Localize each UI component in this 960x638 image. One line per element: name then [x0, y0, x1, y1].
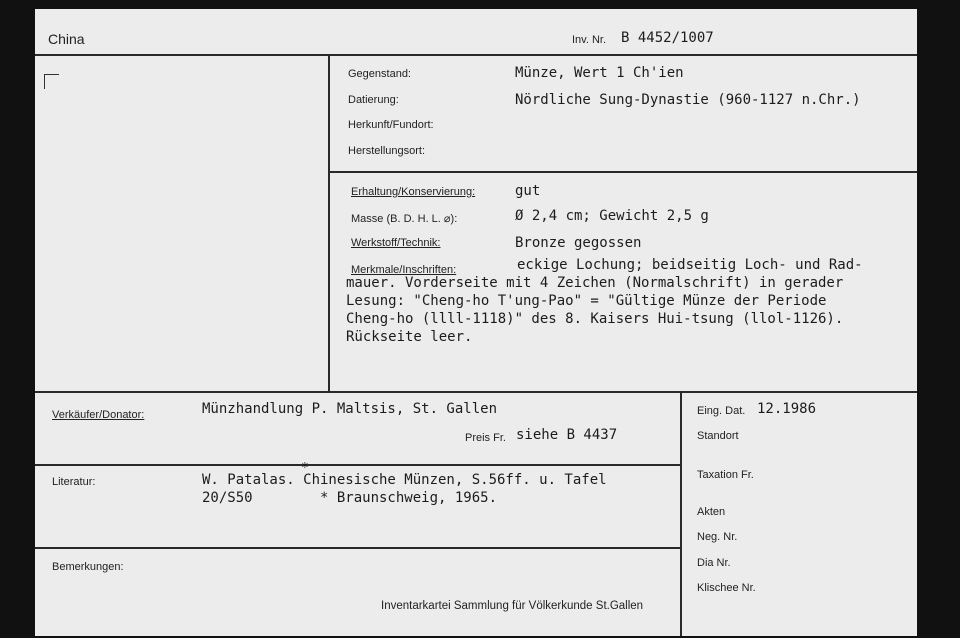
- standort-label: Standort: [697, 430, 739, 442]
- rule-object-bottom: [328, 171, 917, 173]
- herstellungsort-label: Herstellungsort:: [348, 145, 426, 157]
- preis-label: Preis Fr.: [465, 432, 506, 444]
- merkmale-line-3: Lesung: "Cheng-ho T'ung-Pao" = "Gültige Münze der Periode: [346, 293, 827, 309]
- klischee-nr-label: Klischee Nr.: [697, 582, 756, 594]
- preis-value: siehe B 4437: [516, 427, 618, 443]
- herkunft-label: Herkunft/Fundort:: [348, 119, 434, 131]
- bemerkungen-label: Bemerkungen:: [52, 561, 124, 573]
- gegenstand-label: Gegenstand:: [348, 68, 411, 80]
- rule-vertical-right: [680, 391, 682, 636]
- literatur-line-1: W. Patalas. Chinesische Münzen, S.56ff. u. Tafel: [202, 472, 607, 488]
- merkmale-line-5: Rückseite leer.: [346, 329, 473, 345]
- inventory-card: [35, 9, 917, 636]
- rule-lit-bottom: [35, 547, 680, 549]
- verkaeufer-label: Verkäufer/Donator:: [52, 409, 145, 421]
- akten-label: Akten: [697, 506, 726, 518]
- inv-nr-value: B 4452/1007: [621, 30, 714, 46]
- merkmale-label: Merkmale/Inschriften:: [351, 264, 457, 276]
- rule-header: [35, 54, 917, 56]
- verkaeufer-value: Münzhandlung P. Maltsis, St. Gallen: [202, 401, 498, 417]
- datierung-label: Datierung:: [348, 94, 399, 106]
- merkmale-line-4: Cheng-ho (llll-1118)" des 8. Kaisers Hui-tsung (llol-1126).: [346, 311, 844, 327]
- rule-vertical-left: [328, 54, 330, 392]
- card-footer: Inventarkartei Sammlung für Völkerkunde St.Gallen: [381, 600, 644, 612]
- eing-dat-value: 12.1986: [757, 401, 817, 417]
- masse-label: Masse (B. D. H. L. ⌀):: [351, 213, 458, 225]
- datierung-value: Nördliche Sung-Dynastie (960-1127 n.Chr.): [515, 92, 861, 108]
- neg-nr-label: Neg. Nr.: [697, 531, 738, 543]
- merkmale-line-1: eckige Lochung; beidseitig Loch- und Rad-: [517, 257, 863, 273]
- gegenstand-value: Münze, Wert 1 Ch'ien: [515, 65, 684, 81]
- rule-acq-bottom: [35, 464, 680, 466]
- merkmale-line-2: mauer. Vorderseite mit 4 Zeichen (Normalschrift) in gerader: [346, 275, 844, 291]
- werkstoff-value: Bronze gegossen: [515, 235, 642, 251]
- taxation-label: Taxation Fr.: [697, 469, 754, 481]
- dia-nr-label: Dia Nr.: [697, 557, 731, 569]
- region-label: China: [48, 31, 85, 47]
- literatur-line-2: 20/S50 * Braunschweig, 1965.: [202, 490, 498, 506]
- masse-value: Ø 2,4 cm; Gewicht 2,5 g: [515, 208, 709, 224]
- werkstoff-label: Werkstoff/Technik:: [351, 237, 441, 249]
- corner-mark: [44, 74, 59, 89]
- erhaltung-label: Erhaltung/Konservierung:: [351, 186, 476, 198]
- rule-main-bottom: [35, 391, 917, 393]
- eing-dat-label: Eing. Dat.: [697, 405, 746, 417]
- literatur-label: Literatur:: [52, 476, 96, 488]
- erhaltung-value: gut: [515, 183, 541, 199]
- footnote-star: *: [301, 461, 309, 476]
- inv-nr-label: Inv. Nr.: [572, 34, 607, 46]
